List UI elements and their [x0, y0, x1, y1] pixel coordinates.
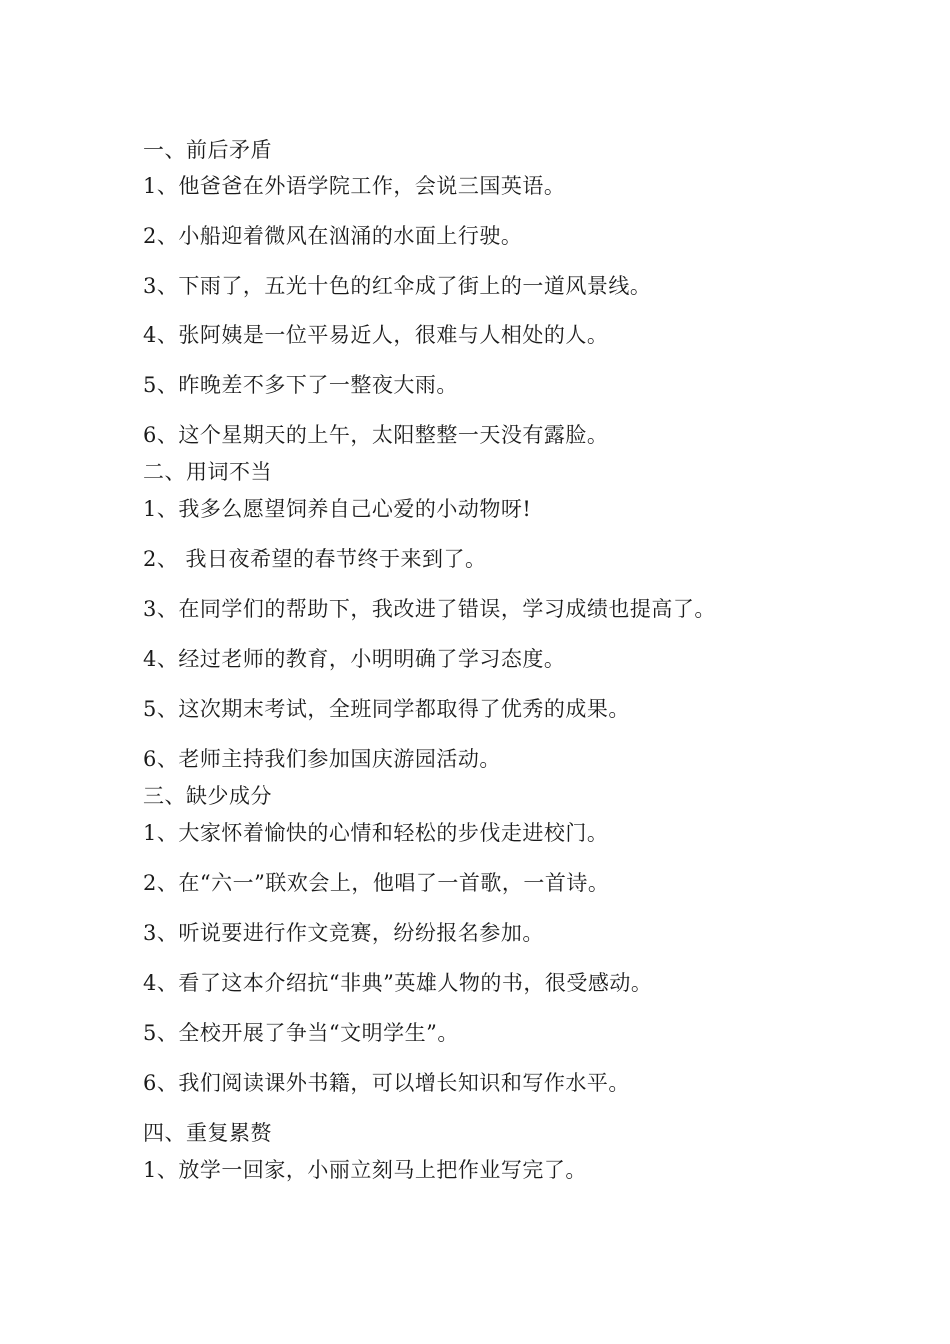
- list-item: 5、昨晚差不多下了一整夜大雨。: [143, 373, 458, 397]
- list-item: 5、全校开展了争当“文明学生”。: [143, 1021, 459, 1045]
- list-item: 1、我多么愿望饲养自己心爱的小动物呀!: [143, 497, 532, 521]
- list-item: 4、张阿姨是一位平易近人，很难与人相处的人。: [143, 323, 609, 347]
- list-item: 1、大家怀着愉快的心情和轻松的步伐走进校门。: [143, 821, 609, 845]
- list-item: 4、经过老师的教育，小明明确了学习态度。: [143, 647, 566, 671]
- list-item: 3、在同学们的帮助下，我改进了错误，学习成绩也提高了。: [143, 597, 716, 621]
- list-item: 2、 我日夜希望的春节终于来到了。: [143, 547, 487, 571]
- list-item: 1、他爸爸在外语学院工作，会说三国英语。: [143, 174, 566, 198]
- list-item: 6、我们阅读课外书籍，可以增长知识和写作水平。: [143, 1071, 630, 1095]
- section-heading: 三、缺少成分: [143, 784, 272, 808]
- list-item: 6、这个星期天的上午，太阳整整一天没有露脸。: [143, 423, 609, 447]
- list-item: 4、看了这本介绍抗“非典”英雄人物的书，很受感动。: [143, 971, 653, 995]
- list-item: 5、这次期末考试，全班同学都取得了优秀的成果。: [143, 697, 630, 721]
- list-item: 3、听说要进行作文竞赛，纷纷报名参加。: [143, 921, 544, 945]
- section-heading: 四、重复累赘: [143, 1121, 272, 1145]
- section-heading: 一、前后矛盾: [143, 138, 272, 162]
- list-item: 6、老师主持我们参加国庆游园活动。: [143, 747, 501, 771]
- list-item: 2、小船迎着微风在汹涌的水面上行驶。: [143, 224, 523, 248]
- list-item: 3、下雨了，五光十色的红伞成了街上的一道风景线。: [143, 274, 652, 298]
- list-item: 1、放学一回家，小丽立刻马上把作业写完了。: [143, 1158, 587, 1182]
- list-item: 2、在“六一”联欢会上，他唱了一首歌，一首诗。: [143, 871, 610, 895]
- section-heading: 二、用词不当: [143, 460, 272, 484]
